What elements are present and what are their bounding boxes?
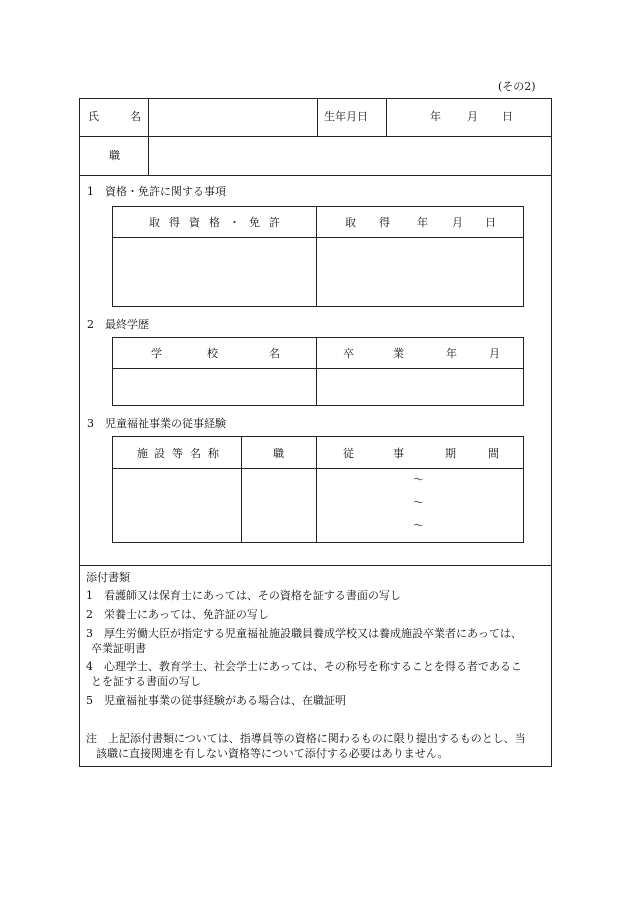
divider xyxy=(241,437,242,542)
divider xyxy=(386,99,387,136)
section1-title: 1 資格・免許に関する事項 xyxy=(87,185,226,198)
education-table: 学 校 名 卒 業 年 月 xyxy=(112,337,524,406)
dob-label: 生年月日 xyxy=(324,110,368,123)
divider xyxy=(113,237,523,238)
school-field[interactable] xyxy=(115,370,314,404)
divider xyxy=(317,99,318,136)
acquired-date-field[interactable] xyxy=(319,239,521,305)
dob-month-label: 月 xyxy=(467,110,478,123)
name-label-1: 氏 xyxy=(88,110,99,123)
attachment-item: 4 心理学士、教育学士、社会学士にあっては、その称号を称することを得る者であるこ xyxy=(86,660,522,673)
divider xyxy=(316,437,317,542)
note-text: 注 上記添付書類については、指導員等の資格に関わるものに限り提出するものとし、当 xyxy=(86,732,526,745)
attachments-heading: 添付書類 xyxy=(86,571,130,584)
divider xyxy=(148,99,149,175)
attachment-item: 1 看護師又は保育士にあっては、その資格を証する書面の写し xyxy=(86,589,401,602)
attachment-item: 3 厚生労働大臣が指定する児童福祉施設職員養成学校又は養成施設卒業者にあっては、 xyxy=(86,627,522,640)
experience-table: 施 設 等 名 称 職 従 事 期 間 ～ ～ ～ xyxy=(112,436,524,543)
job-field[interactable] xyxy=(150,138,548,173)
divider xyxy=(316,338,317,405)
section2-title: 2 最終学歴 xyxy=(87,318,149,331)
divider xyxy=(316,207,317,306)
name-label-2: 名 xyxy=(130,110,141,123)
form-frame xyxy=(79,98,552,767)
page-label: (その2) xyxy=(498,80,536,93)
attachment-item: 卒業証明書 xyxy=(91,642,146,655)
divider xyxy=(113,468,523,469)
dob-year-label: 年 xyxy=(430,110,441,123)
dob-day-label: 日 xyxy=(502,110,513,123)
period-tilde: ～ xyxy=(413,496,424,509)
attachment-item: 5 児童福祉事業の従事経験がある場合は、在職証明 xyxy=(86,694,346,707)
experience-job-field[interactable] xyxy=(244,470,314,541)
divider xyxy=(80,136,551,137)
qualification-field[interactable] xyxy=(115,239,314,305)
period-tilde: ～ xyxy=(413,473,424,486)
period-tilde: ～ xyxy=(413,519,424,532)
divider xyxy=(80,175,551,176)
attachment-item: 2 栄養士にあっては、免許証の写し xyxy=(86,608,269,621)
graduation-date-field[interactable] xyxy=(319,370,521,404)
col-header-job: 職 xyxy=(273,447,284,460)
section3-title: 3 児童福祉事業の従事経験 xyxy=(87,417,226,430)
qualification-table: 取 得 資 格 ・ 免 許 取 得 年 月 日 xyxy=(112,206,524,307)
job-label: 職 xyxy=(109,149,120,162)
facility-field[interactable] xyxy=(115,470,239,541)
divider xyxy=(80,565,551,566)
attachment-item: とを証する書面の写し xyxy=(91,675,201,688)
name-field[interactable] xyxy=(150,101,314,134)
divider xyxy=(113,368,523,369)
note-text: 該職に直接関連を有しない資格等について添付する必要はありません。 xyxy=(96,747,449,760)
